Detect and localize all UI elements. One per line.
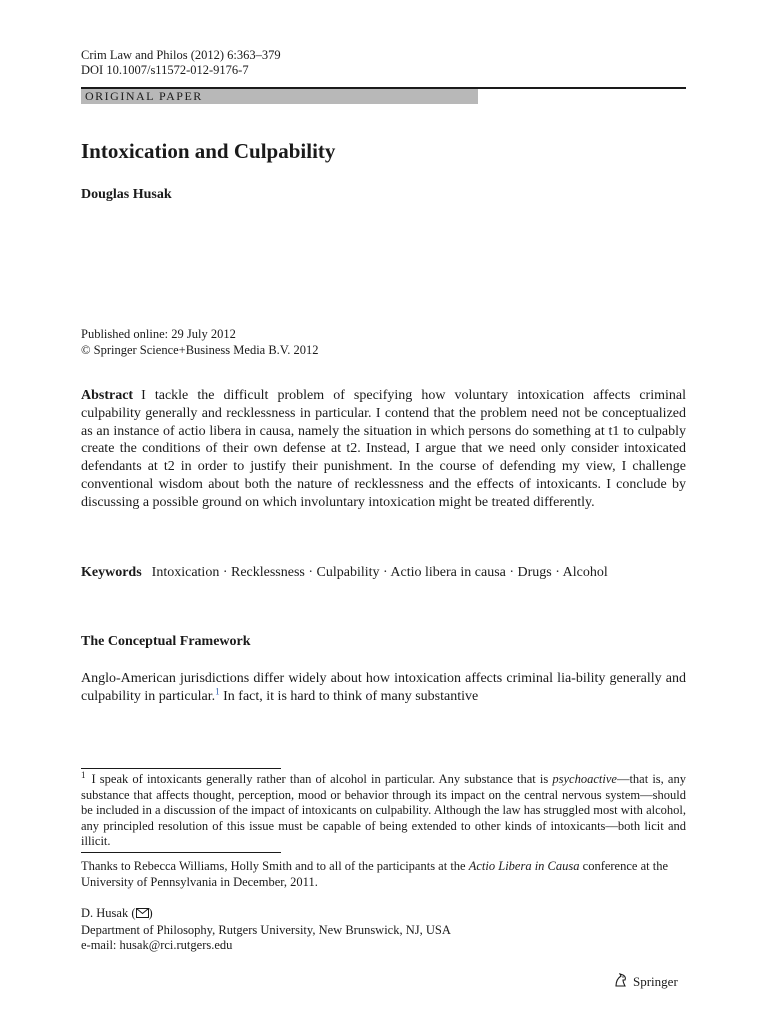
footnote — [81, 769, 686, 850]
keywords — [81, 564, 686, 582]
abstract-text: I tackle the difficult problem of specifying how voluntary intoxication affects criminal culpability generally and recklessness in particular. I contend that the problem need not be conceptualized as an instance of actio libera in causa, namely the situation in which persons do something at t1 to culpably create the conditions of their own defense at t2. Instead, I argue that we need only consider intoxicated defendants at t2 in order to justify their punishment. In the course of defending my view, I challenge conventional wisdom about both the nature of recklessness and the effects of intoxicants. I conclude by discussing a possible ground on which involuntary intoxication might be treated differently. — [81, 388, 686, 510]
abstract-label: Abstract — [81, 388, 134, 403]
thanks-text-b: conference at the University of Pennsylvania in December, 2011. — [81, 859, 668, 889]
footnote-emphasis: psychoactive — [552, 772, 617, 786]
author-contact — [81, 906, 451, 954]
journal-line: Crim Law and Philos (2012) 6:363–379 — [81, 48, 281, 62]
publisher-name: Springer — [633, 974, 678, 989]
contact-email[interactable]: e-mail: husak@rci.rutgers.edu — [81, 938, 233, 952]
thanks-emphasis: Actio Libera in Causa — [468, 859, 580, 873]
keywords-label: Keywords — [81, 565, 142, 580]
journal-citation — [81, 48, 281, 78]
abstract — [81, 387, 686, 512]
article-author: Douglas Husak — [81, 187, 172, 202]
contact-name-end: ) — [148, 906, 153, 920]
publisher-logo — [613, 972, 678, 992]
publication-info — [81, 327, 318, 358]
footnote-text-b: —that is, any substance that affects thought, perception, mood or behavior through its impact on the central nervous system—should be included in a discussion of the impact of intoxicants on culpability. Although the law has struggled most with alcohol, any principled resolution of this issue must be capable of being extended to other kinds of intoxicants—both licit and illicit. — [81, 772, 686, 848]
envelope-icon[interactable] — [136, 907, 149, 923]
footnote-text-a: I speak of intoxicants generally rather than of alcohol in particular. Any substance that is — [91, 772, 553, 786]
thanks-text-a: Thanks to Rebecca Williams, Holly Smith and to all of the participants at the — [81, 859, 469, 873]
contact-name: D. Husak ( — [81, 906, 136, 920]
footnote-ref[interactable]: 1 — [215, 686, 220, 697]
footnote-number: 1 — [81, 769, 86, 780]
section-heading: The Conceptual Framework — [81, 634, 251, 649]
article-title: Intoxication and Culpability — [81, 139, 336, 163]
keywords-text: Intoxication · Recklessness · Culpability · Actio libera in causa · Drugs · Alcohol — [151, 565, 608, 580]
thanks-rule — [81, 852, 281, 853]
springer-horse-icon — [613, 972, 629, 992]
acknowledgement — [81, 859, 686, 890]
contact-name-line — [81, 906, 451, 923]
paper-type-label: ORIGINAL PAPER — [81, 89, 478, 104]
paragraph-start: Anglo-American jurisdictions differ widely about how intoxication affects criminal lia-bility generally and culpability in particular. — [81, 671, 686, 704]
contact-department: Department of Philosophy, Rutgers University, New Brunswick, NJ, USA — [81, 922, 451, 937]
published-date: Published online: 29 July 2012 — [81, 327, 236, 341]
body-paragraph — [81, 670, 686, 706]
doi-line[interactable]: DOI 10.1007/s11572-012-9176-7 — [81, 63, 249, 77]
copyright-line: © Springer Science+Business Media B.V. 2012 — [81, 342, 319, 357]
footnote-rule — [81, 768, 281, 769]
paragraph-end: In fact, it is hard to think of many substantive — [219, 688, 479, 704]
